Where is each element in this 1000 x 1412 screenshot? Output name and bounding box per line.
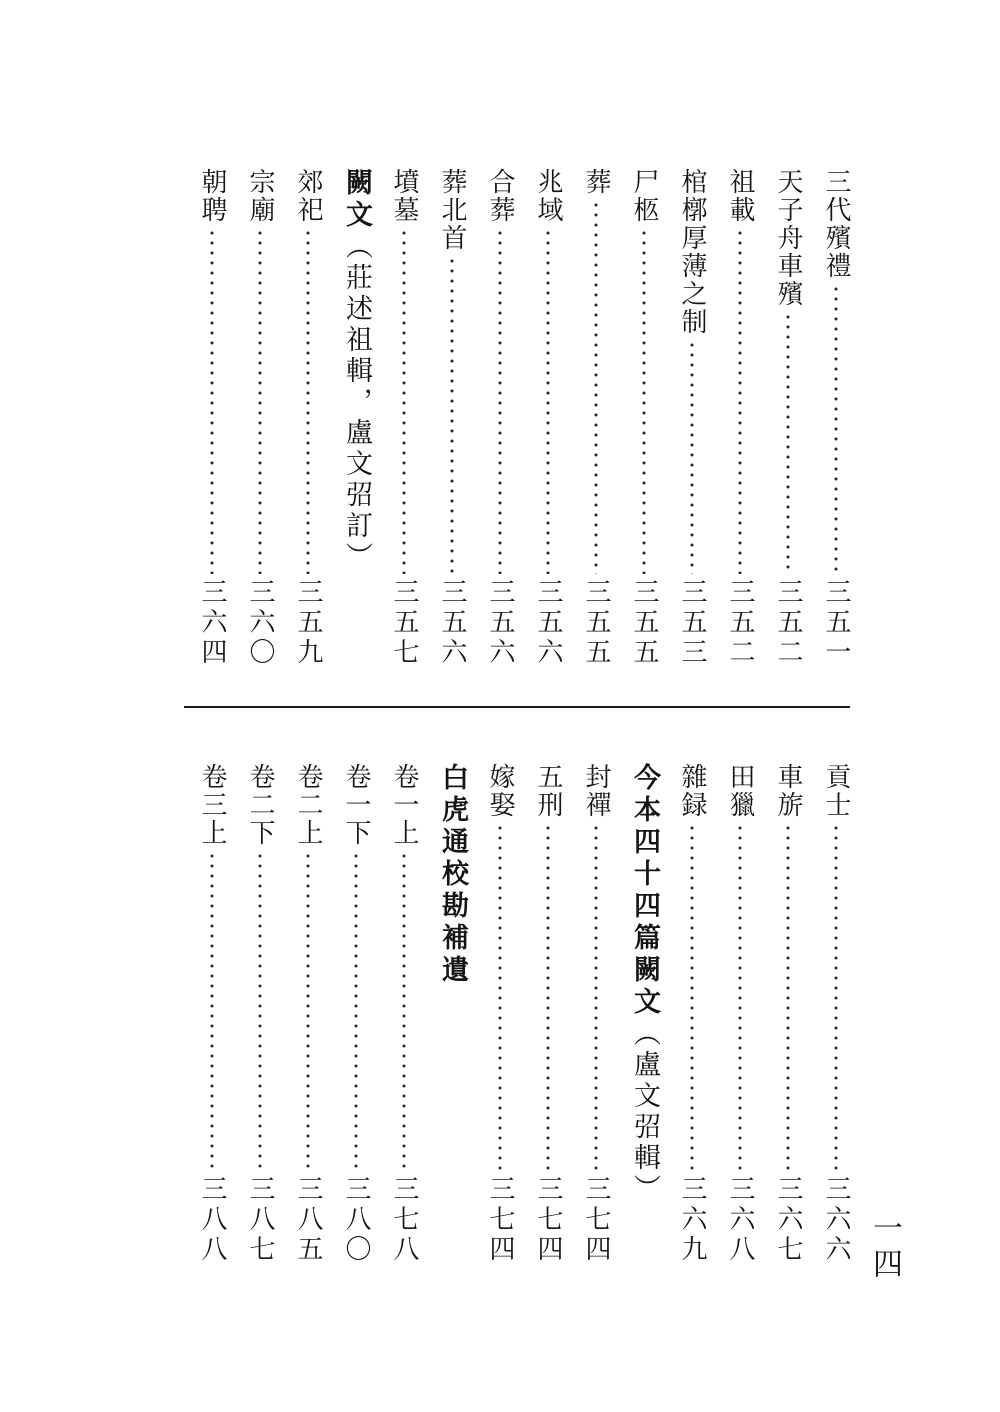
- toc-entry: [524, 763, 572, 1265]
- toc-entry: [236, 763, 284, 1265]
- toc-entry: [284, 168, 332, 668]
- toc-entry-page: 三七四: [485, 1175, 515, 1265]
- toc-entry-page: 三五六: [437, 578, 467, 668]
- toc-upper-block: [160, 168, 860, 668]
- section-divider: [184, 706, 850, 708]
- toc-entry-title: 卷一上: [389, 763, 419, 847]
- dot-leader: [210, 228, 214, 574]
- toc-entry-title: 墳墓: [389, 168, 419, 224]
- toc-entry: [572, 168, 620, 668]
- toc-entry-title: 天子舟車殯: [773, 168, 803, 308]
- toc-entry-page: 三六九: [677, 1175, 707, 1265]
- toc-entry: [284, 763, 332, 1265]
- dot-leader: [258, 228, 262, 574]
- toc-section-heading: [332, 168, 380, 668]
- dot-leader: [786, 312, 790, 574]
- dot-leader: [258, 851, 262, 1171]
- toc-entry-title: 卷二下: [245, 763, 275, 847]
- toc-entry-page: 三五六: [533, 578, 563, 668]
- dot-leader: [690, 823, 694, 1171]
- section-heading-note: （莊述祖輯，盧文弨訂）: [341, 232, 372, 573]
- toc-entry: [428, 168, 476, 668]
- dot-leader: [690, 340, 694, 574]
- toc-entry-title: 五刑: [533, 763, 563, 819]
- toc-entry: [668, 168, 716, 668]
- dot-leader: [738, 823, 742, 1171]
- toc-entry-page: 三五三: [677, 578, 707, 668]
- dot-leader: [306, 228, 310, 574]
- toc-entry-page: 三八五: [293, 1175, 323, 1265]
- toc-entry: [524, 168, 572, 668]
- toc-entry: [188, 763, 236, 1265]
- dot-leader: [210, 851, 214, 1171]
- toc-entry-page: 三六四: [197, 578, 227, 668]
- toc-entry-title: 棺槨厚薄之制: [677, 168, 707, 336]
- toc-entry-page: 三六七: [773, 1175, 803, 1265]
- toc-entry-page: 三八七: [245, 1175, 275, 1265]
- toc-entry-page: 三六六: [821, 1175, 851, 1265]
- toc-entry-page: 三五五: [629, 578, 659, 668]
- section-heading-note: （盧文弨輯）: [629, 1019, 660, 1205]
- toc-entry: [620, 168, 668, 668]
- toc-entry-page: 三八〇: [341, 1175, 371, 1265]
- toc-entry-page: 三六〇: [245, 578, 275, 668]
- toc-entry-page: 三五二: [725, 578, 755, 668]
- toc-entry-title: 郊祀: [293, 168, 323, 224]
- toc-entry-page: 三七八: [389, 1175, 419, 1265]
- toc-entry-title: 貢士: [821, 763, 851, 819]
- toc-entry-page: 三五五: [581, 578, 611, 668]
- dot-leader: [546, 228, 550, 574]
- section-heading-title: 白虎通校勘補遺: [437, 763, 468, 987]
- toc-section-heading: [620, 763, 668, 1265]
- dot-leader: [834, 284, 838, 574]
- toc-entry: [476, 763, 524, 1265]
- section-heading-title: 今本四十四篇闕文: [629, 763, 660, 1019]
- dot-leader: [306, 851, 310, 1171]
- toc-entry-page: 三五九: [293, 578, 323, 668]
- toc-entry-title: 合葬: [485, 168, 515, 224]
- toc-entry: [236, 168, 284, 668]
- toc-entry: [764, 168, 812, 668]
- toc-entry-title: 卷一下: [341, 763, 371, 847]
- toc-entry-title: 卷二上: [293, 763, 323, 847]
- toc-entry-title: 車旂: [773, 763, 803, 819]
- dot-leader: [738, 228, 742, 574]
- toc-entry-title: 朝聘: [197, 168, 227, 224]
- dot-leader: [498, 228, 502, 574]
- toc-entry-title: 封禪: [581, 763, 611, 819]
- toc-entry-page: 三五六: [485, 578, 515, 668]
- toc-entry: [716, 168, 764, 668]
- toc-entry-page: 三五一: [821, 578, 851, 668]
- toc-entry: [812, 168, 860, 668]
- page-number: 一四: [867, 1212, 902, 1284]
- toc-entry-title: 兆域: [533, 168, 563, 224]
- dot-leader: [402, 851, 406, 1171]
- toc-entry-title: 葬北首: [437, 168, 467, 252]
- toc-section-heading: [428, 763, 476, 1265]
- dot-leader: [834, 823, 838, 1171]
- toc-entry-title: 嫁娶: [485, 763, 515, 819]
- toc-entry-title: 祖載: [725, 168, 755, 224]
- toc-entry: [668, 763, 716, 1265]
- dot-leader: [786, 823, 790, 1171]
- dot-leader: [498, 823, 502, 1171]
- dot-leader: [642, 228, 646, 574]
- toc-entry: [572, 763, 620, 1265]
- toc-entry: [332, 763, 380, 1265]
- toc-entry-title: 尸柩: [629, 168, 659, 224]
- toc-entry-title: 宗廟: [245, 168, 275, 224]
- section-heading-text: [341, 168, 371, 573]
- toc-entry-page: 三五二: [773, 578, 803, 668]
- dot-leader: [450, 256, 454, 574]
- dot-leader: [594, 823, 598, 1171]
- dot-leader: [546, 823, 550, 1171]
- dot-leader: [594, 200, 598, 574]
- toc-entry-page: 三七四: [581, 1175, 611, 1265]
- section-heading-title: 闕文: [341, 168, 372, 232]
- dot-leader: [354, 851, 358, 1171]
- toc-entry: [812, 763, 860, 1265]
- toc-entry-page: 三五七: [389, 578, 419, 668]
- toc-entry-page: 三八八: [197, 1175, 227, 1265]
- toc-entry-title: 雜録: [677, 763, 707, 819]
- toc-entry: [380, 763, 428, 1265]
- dot-leader: [402, 228, 406, 574]
- toc-entry-page: 三六八: [725, 1175, 755, 1265]
- section-heading-text: [629, 763, 659, 1205]
- toc-entry: [476, 168, 524, 668]
- toc-entry-title: 卷三上: [197, 763, 227, 847]
- toc-entry: [764, 763, 812, 1265]
- toc-entry-title: 三代殯禮: [821, 168, 851, 280]
- toc-entry-title: 田獵: [725, 763, 755, 819]
- toc-entry: [188, 168, 236, 668]
- toc-entry: [380, 168, 428, 668]
- toc-lower-block: [160, 763, 860, 1265]
- section-heading-text: [437, 763, 467, 987]
- toc-entry: [716, 763, 764, 1265]
- toc-entry-title: 葬: [581, 168, 611, 196]
- toc-entry-page: 三七四: [533, 1175, 563, 1265]
